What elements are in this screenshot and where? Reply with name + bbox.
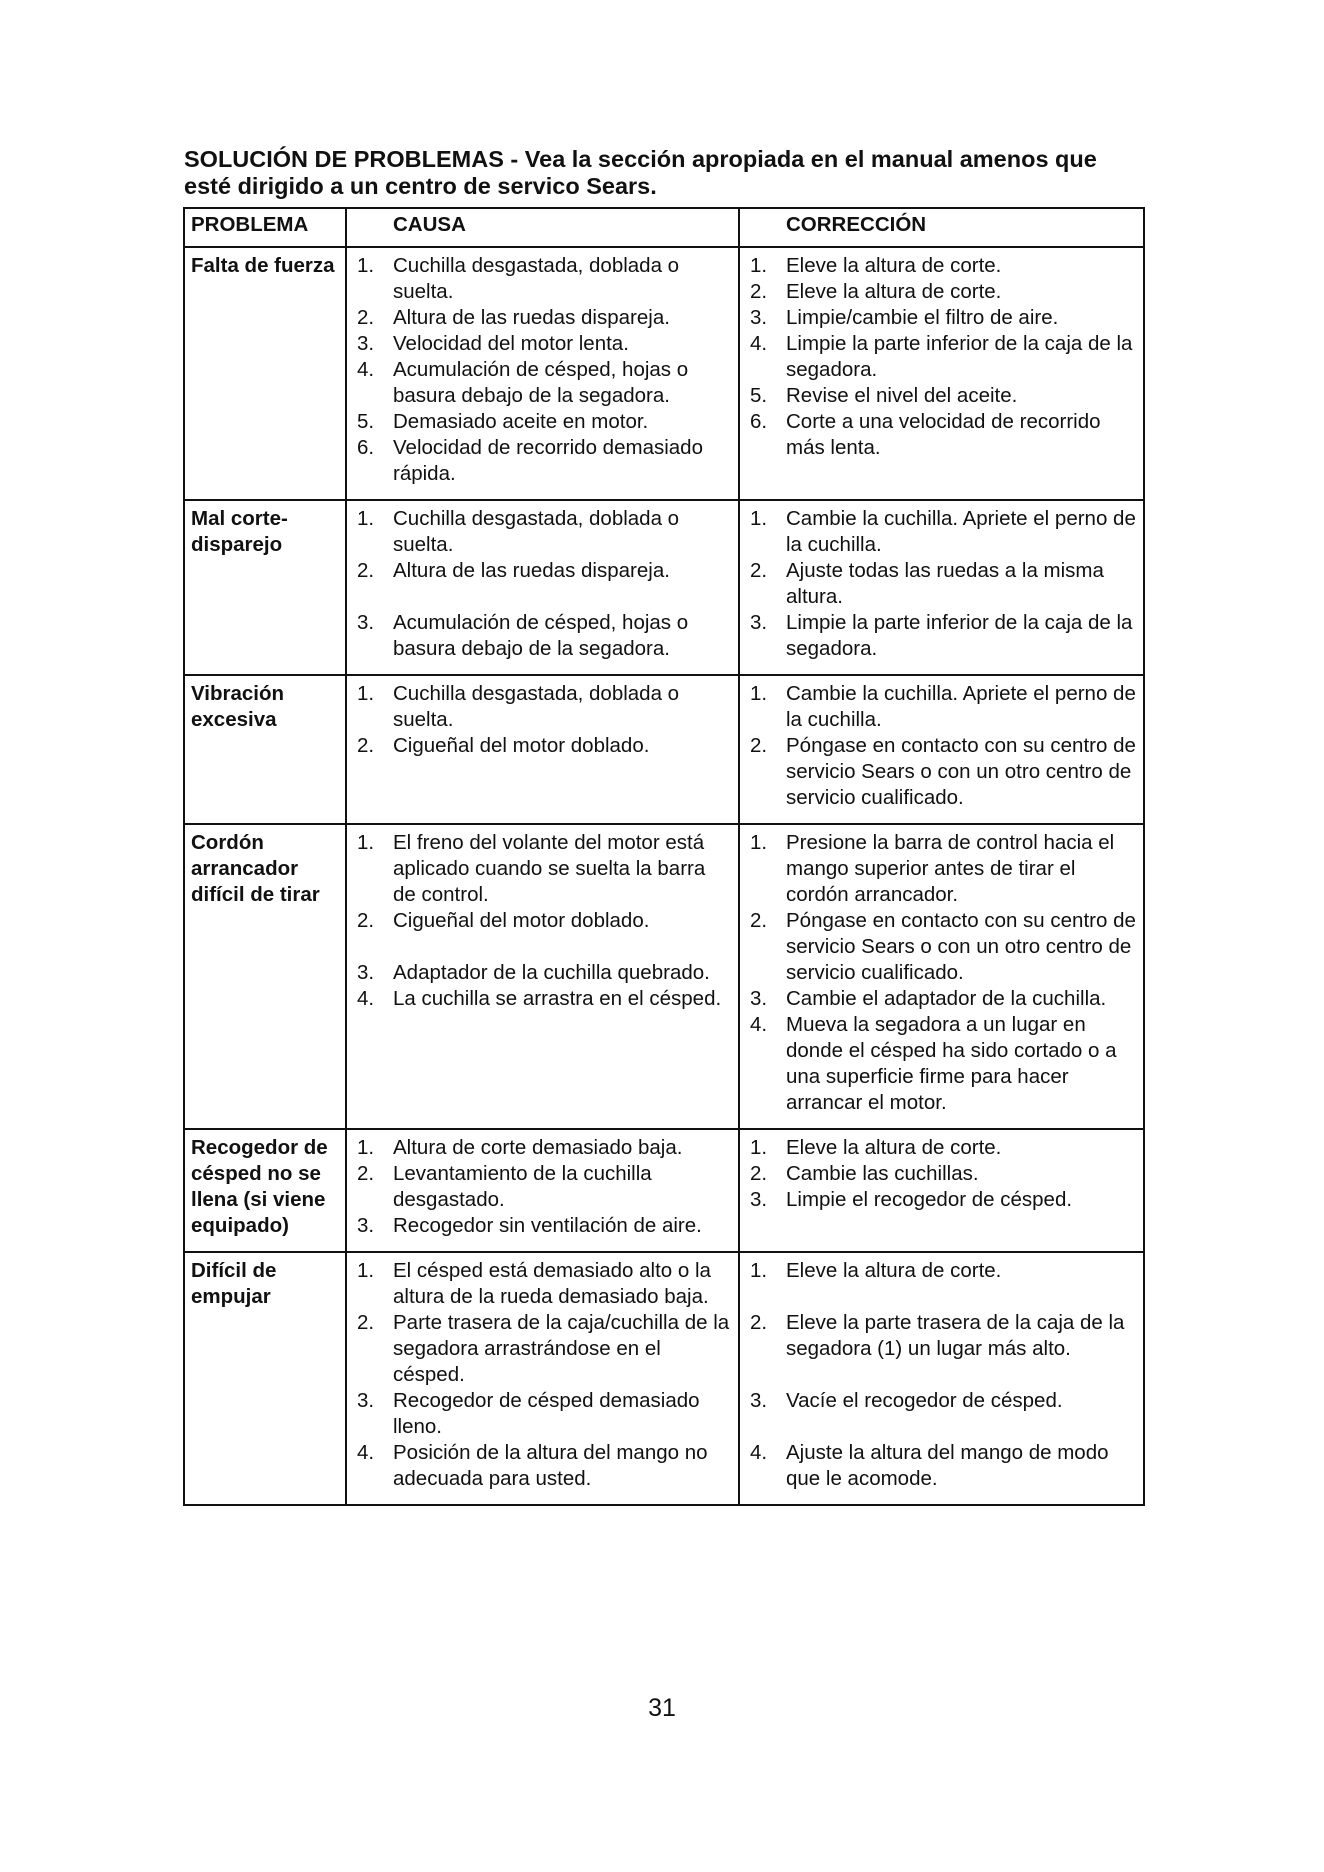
list-item: [746, 1187, 1137, 1213]
item-number: 2.: [750, 909, 768, 932]
list-item: [353, 908, 732, 934]
item-number: 2.: [357, 559, 375, 582]
item-text: Eleve la altura de corte.: [786, 1136, 1002, 1159]
problem-name: Falta de fuerza: [191, 254, 335, 277]
item-text: Mueva la segadora a un lugar en donde el césped ha sido cortado o a una superficie firme para hacer arrancar el motor.: [786, 1013, 1117, 1114]
item-text: Ajuste la altura del mango de modo que le acomode.: [786, 1441, 1109, 1490]
cause-cell: [346, 824, 739, 1129]
cause-cell-list: [353, 253, 732, 487]
cause-cell-list: [353, 506, 732, 662]
correction-cell: [739, 1252, 1144, 1505]
correction-cell-list: [746, 1135, 1137, 1213]
item-number: 3.: [750, 611, 768, 634]
problem-name: Difícil de empujar: [191, 1259, 277, 1308]
list-item: [746, 1388, 1137, 1414]
item-number: 2.: [750, 280, 768, 303]
item-text: Ajuste todas las ruedas a la misma altura.: [786, 559, 1104, 608]
list-item: [746, 1310, 1137, 1362]
problem-cell: [184, 247, 346, 500]
item-text: El césped está demasiado alto o la altura de la rueda demasiado baja.: [393, 1259, 711, 1308]
item-number: 2.: [357, 1162, 375, 1185]
item-number: 1.: [357, 682, 375, 705]
item-number: 4.: [357, 358, 375, 381]
correction-cell: [739, 247, 1144, 500]
item-number: 4.: [750, 1441, 768, 1464]
item-number: 3.: [357, 1214, 375, 1237]
cause-cell: [346, 1252, 739, 1505]
correction-cell: [739, 500, 1144, 675]
item-number: 2.: [750, 1311, 768, 1334]
list-item: [746, 558, 1137, 610]
item-number: 3.: [357, 332, 375, 355]
problem-name: Vibración excesiva: [191, 682, 285, 731]
cause-cell: [346, 675, 739, 824]
correction-cell: [739, 675, 1144, 824]
item-text: Altura de las ruedas dispareja.: [393, 559, 670, 582]
item-text: Limpie la parte inferior de la caja de la segadora.: [786, 332, 1133, 381]
list-item: [746, 681, 1137, 733]
item-text: Demasiado aceite en motor.: [393, 410, 649, 433]
item-text: Limpie/cambie el filtro de aire.: [786, 306, 1059, 329]
list-item: [746, 331, 1137, 383]
item-text: Cigueñal del motor doblado.: [393, 734, 650, 757]
item-text: Eleve la altura de corte.: [786, 254, 1002, 277]
item-text: Recogedor de césped demasiado lleno.: [393, 1389, 700, 1438]
item-number: 1.: [357, 1259, 375, 1282]
item-number: 1.: [357, 1136, 375, 1159]
item-text: Revise el nivel del aceite.: [786, 384, 1018, 407]
item-number: 1.: [750, 1259, 768, 1282]
item-number: 2.: [357, 909, 375, 932]
item-number: 2.: [357, 306, 375, 329]
list-item: [353, 1310, 732, 1388]
list-item: [746, 1258, 1137, 1284]
problem-name: Recogedor de césped no se llena (si viene equipado): [191, 1136, 328, 1237]
list-item: [353, 1213, 732, 1239]
list-item: [746, 1161, 1137, 1187]
list-item: [353, 331, 732, 357]
list-item: [746, 1135, 1137, 1161]
problem-cell: [184, 500, 346, 675]
correction-cell: [739, 1129, 1144, 1252]
cause-cell-list: [353, 681, 732, 759]
heading-line-1: SOLUCIÓN DE PROBLEMAS - Vea la sección apropiada en el manual amenos que: [184, 146, 1097, 172]
list-item: [353, 1258, 732, 1310]
item-text: Eleve la altura de corte.: [786, 280, 1002, 303]
list-item: [353, 253, 732, 305]
list-item: [746, 1440, 1137, 1492]
list-item: [353, 986, 732, 1012]
cause-cell: [346, 1129, 739, 1252]
list-item: [353, 435, 732, 487]
troubleshooting-table: [183, 207, 1145, 1506]
table-row: [184, 675, 1144, 824]
item-text: Acumulación de césped, hojas o basura debajo de la segadora.: [393, 358, 689, 407]
item-text: La cuchilla se arrastra en el césped.: [393, 987, 722, 1010]
list-item: [746, 409, 1137, 461]
table-row: [184, 247, 1144, 500]
item-text: Póngase en contacto con su centro de servicio Sears o con un otro centro de servicio cualificado.: [786, 734, 1136, 809]
item-text: Altura de las ruedas dispareja.: [393, 306, 670, 329]
item-number: 3.: [750, 306, 768, 329]
list-item: [353, 357, 732, 409]
cause-cell: [346, 247, 739, 500]
item-text: Cigueñal del motor doblado.: [393, 909, 650, 932]
problem-cell: [184, 1252, 346, 1505]
item-number: 4.: [357, 1441, 375, 1464]
item-number: 1.: [750, 682, 768, 705]
item-text: Eleve la altura de corte.: [786, 1259, 1002, 1282]
item-number: 6.: [357, 436, 375, 459]
item-number: 1.: [357, 507, 375, 530]
problem-cell: [184, 675, 346, 824]
item-text: Vacíe el recogedor de césped.: [786, 1389, 1063, 1412]
item-text: Limpie el recogedor de césped.: [786, 1188, 1073, 1211]
list-item: [353, 830, 732, 908]
table-header-row: [184, 208, 1144, 247]
list-item: [353, 681, 732, 733]
item-number: 3.: [750, 987, 768, 1010]
item-text: Levantamiento de la cuchilla desgastado.: [393, 1162, 652, 1211]
correction-cell-list: [746, 253, 1137, 461]
item-number: 4.: [750, 332, 768, 355]
item-text: El freno del volante del motor está aplicado cuando se suelta la barra de control.: [393, 831, 706, 906]
list-item: [353, 610, 732, 662]
item-number: 4.: [750, 1013, 768, 1036]
list-item: [746, 506, 1137, 558]
item-number: 2.: [357, 1311, 375, 1334]
list-item: [353, 409, 732, 435]
item-text: Parte trasera de la caja/cuchilla de la segadora arrastrándose en el césped.: [393, 1311, 730, 1386]
list-item: [746, 253, 1137, 279]
header-cause: CAUSA: [346, 208, 739, 247]
item-number: 1.: [750, 1136, 768, 1159]
item-number: 2.: [750, 734, 768, 757]
correction-cell-list: [746, 681, 1137, 811]
problem-name: Cordón arrancador difícil de tirar: [191, 831, 320, 906]
item-text: Póngase en contacto con su centro de servicio Sears o con un otro centro de servicio cualificado.: [786, 909, 1136, 984]
item-text: Acumulación de césped, hojas o basura debajo de la segadora.: [393, 611, 689, 660]
item-text: Cuchilla desgastada, doblada o suelta.: [393, 507, 680, 556]
list-item: [353, 1161, 732, 1213]
cause-cell-list: [353, 830, 732, 1012]
table-row: [184, 1129, 1144, 1252]
item-text: Recogedor sin ventilación de aire.: [393, 1214, 702, 1237]
correction-cell: [739, 824, 1144, 1129]
list-item: [353, 506, 732, 558]
list-item: [353, 960, 732, 986]
list-item: [746, 830, 1137, 908]
item-number: 5.: [357, 410, 375, 433]
item-number: 5.: [750, 384, 768, 407]
item-text: Velocidad del motor lenta.: [393, 332, 629, 355]
table-row: [184, 824, 1144, 1129]
item-number: 3.: [357, 611, 375, 634]
list-item: [746, 733, 1137, 811]
header-problem: PROBLEMA: [184, 208, 346, 247]
item-text: Limpie la parte inferior de la caja de la segadora.: [786, 611, 1133, 660]
page-number: 31: [648, 1694, 676, 1722]
table-row: [184, 500, 1144, 675]
item-number: 3.: [357, 1389, 375, 1412]
correction-cell-list: [746, 830, 1137, 1116]
heading-line-2: esté dirigido a un centro de servico Sears.: [184, 173, 657, 199]
list-item: [746, 1012, 1137, 1116]
item-number: 3.: [750, 1188, 768, 1211]
list-item: [746, 383, 1137, 409]
item-number: 6.: [750, 410, 768, 433]
item-number: 3.: [357, 961, 375, 984]
table-body: [184, 247, 1144, 1505]
list-item: [353, 1388, 732, 1440]
problem-cell: [184, 824, 346, 1129]
cause-cell: [346, 500, 739, 675]
item-text: Altura de corte demasiado baja.: [393, 1136, 683, 1159]
item-text: Corte a una velocidad de recorrido más lenta.: [786, 410, 1101, 459]
item-number: 1.: [750, 507, 768, 530]
item-text: Cuchilla desgastada, doblada o suelta.: [393, 254, 680, 303]
item-text: Cambie la cuchilla. Apriete el perno de la cuchilla.: [786, 507, 1136, 556]
list-item: [353, 558, 732, 584]
list-item: [353, 733, 732, 759]
list-item: [353, 1135, 732, 1161]
list-item: [353, 1440, 732, 1492]
page-heading: [184, 146, 1144, 200]
list-item: [746, 279, 1137, 305]
item-text: Cuchilla desgastada, doblada o suelta.: [393, 682, 680, 731]
item-number: 2.: [750, 559, 768, 582]
item-number: 4.: [357, 987, 375, 1010]
problem-cell: [184, 1129, 346, 1252]
problem-name: Mal corte-disparejo: [191, 507, 288, 556]
item-text: Posición de la altura del mango no adecuada para usted.: [393, 1441, 708, 1490]
item-number: 2.: [750, 1162, 768, 1185]
item-number: 1.: [750, 831, 768, 854]
item-text: Eleve la parte trasera de la caja de la segadora (1) un lugar más alto.: [786, 1311, 1125, 1360]
cause-cell-list: [353, 1258, 732, 1492]
item-number: 1.: [357, 254, 375, 277]
item-number: 1.: [750, 254, 768, 277]
item-number: 3.: [750, 1389, 768, 1412]
list-item: [746, 986, 1137, 1012]
item-number: 2.: [357, 734, 375, 757]
header-correction: CORRECCIÓN: [739, 208, 1144, 247]
item-text: Cambie las cuchillas.: [786, 1162, 979, 1185]
item-number: 1.: [357, 831, 375, 854]
item-text: Cambie la cuchilla. Apriete el perno de la cuchilla.: [786, 682, 1136, 731]
item-text: Cambie el adaptador de la cuchilla.: [786, 987, 1107, 1010]
item-text: Presione la barra de control hacia el mango superior antes de tirar el cordón arrancador.: [786, 831, 1115, 906]
item-text: Adaptador de la cuchilla quebrado.: [393, 961, 710, 984]
list-item: [746, 610, 1137, 662]
correction-cell-list: [746, 506, 1137, 662]
correction-cell-list: [746, 1258, 1137, 1492]
list-item: [353, 305, 732, 331]
list-item: [746, 908, 1137, 986]
list-item: [746, 305, 1137, 331]
cause-cell-list: [353, 1135, 732, 1239]
item-text: Velocidad de recorrido demasiado rápida.: [393, 436, 703, 485]
table-row: [184, 1252, 1144, 1505]
